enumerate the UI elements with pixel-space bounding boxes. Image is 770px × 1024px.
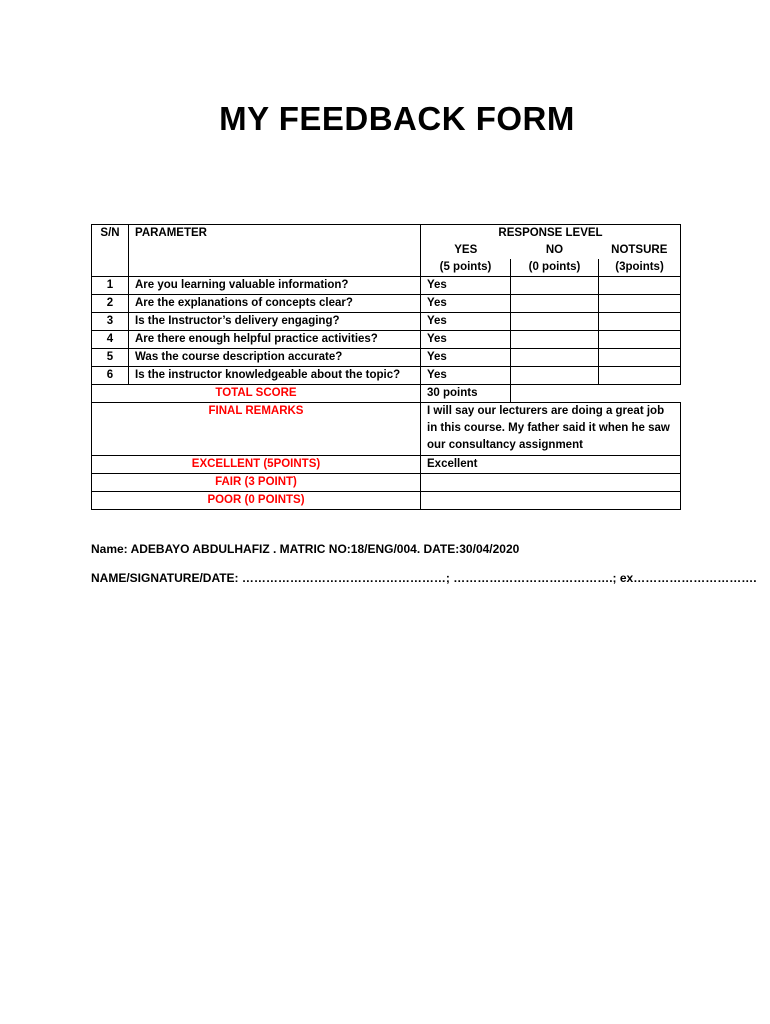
poor-row (92, 492, 681, 510)
table-row (92, 349, 681, 367)
fair-value (421, 474, 681, 492)
response-level-header: RESPONSE LEVEL (421, 225, 681, 243)
row-notsure-response (599, 295, 681, 313)
table-row (92, 367, 681, 385)
fair-row (92, 474, 681, 492)
row-yes-response: Yes (421, 367, 511, 385)
poor-label: POOR (0 POINTS) (92, 492, 421, 510)
table-row (92, 313, 681, 331)
notsure-points-header: (3points) (599, 259, 681, 277)
row-sn: 6 (92, 367, 129, 385)
row-question: Are there enough helpful practice activities? (129, 331, 421, 349)
row-no-response (511, 331, 599, 349)
row-notsure-response (599, 349, 681, 367)
no-header: NO (545, 244, 564, 256)
row-question: Is the instructor knowledgeable about the topic? (129, 367, 421, 385)
poor-value (421, 492, 681, 510)
final-remarks-label: FINAL REMARKS (92, 403, 421, 456)
row-yes-response: Yes (421, 295, 511, 313)
table-row (92, 277, 681, 295)
row-yes-response: Yes (421, 349, 511, 367)
row-no-response (511, 313, 599, 331)
row-sn: 1 (92, 277, 129, 295)
yes-header: YES (421, 242, 511, 259)
row-question: Are the explanations of concepts clear? (129, 295, 421, 313)
row-no-response (511, 367, 599, 385)
row-question: Are you learning valuable information? (129, 277, 421, 295)
row-notsure-response (599, 331, 681, 349)
row-notsure-response (599, 277, 681, 295)
fair-label: FAIR (3 POINT) (92, 474, 421, 492)
row-yes-response: Yes (421, 331, 511, 349)
row-no-response (511, 277, 599, 295)
row-question: Was the course description accurate? (129, 349, 421, 367)
row-notsure-response (599, 367, 681, 385)
row-sn: 2 (92, 295, 129, 313)
row-yes-response: Yes (421, 313, 511, 331)
row-no-response (511, 295, 599, 313)
row-sn: 4 (92, 331, 129, 349)
excellent-label: EXCELLENT (5POINTS) (92, 456, 421, 474)
total-score-row (92, 385, 681, 403)
row-sn: 3 (92, 313, 129, 331)
table-row (92, 295, 681, 313)
feedback-table (91, 224, 681, 510)
sn-header: S/N (92, 225, 129, 277)
notsure-header: NOTSURE (599, 242, 681, 259)
row-sn: 5 (92, 349, 129, 367)
total-score-blank (511, 385, 681, 403)
row-question: Is the Instructor’s delivery engaging? (129, 313, 421, 331)
page-title: MY FEEDBACK FORM (219, 100, 575, 137)
final-remarks-row (92, 403, 681, 456)
excellent-value: Excellent (421, 456, 681, 474)
row-no-response (511, 349, 599, 367)
excellent-row (92, 456, 681, 474)
total-score-label: TOTAL SCORE (92, 385, 421, 403)
row-yes-response: Yes (421, 277, 511, 295)
row-notsure-response (599, 313, 681, 331)
total-score-value: 30 points (421, 385, 511, 403)
parameter-header: PARAMETER (129, 225, 421, 277)
yes-points-header: (5 points) (421, 259, 511, 277)
final-remarks-value: I will say our lecturers are doing a great job in this course. My father said it when he saw our consultancy assignment (421, 403, 681, 456)
header-row (92, 225, 681, 243)
name-matric-date-line: Name: ADEBAYO ABDULHAFIZ . MATRIC NO:18/ENG/004. DATE:30/04/2020 (91, 542, 520, 556)
no-points-header: (0 points) (511, 259, 599, 277)
signature-line: NAME/SIGNATURE/DATE: ……………………………………………; ………………………………….; ex…………………………. (91, 571, 757, 585)
table-row (92, 331, 681, 349)
